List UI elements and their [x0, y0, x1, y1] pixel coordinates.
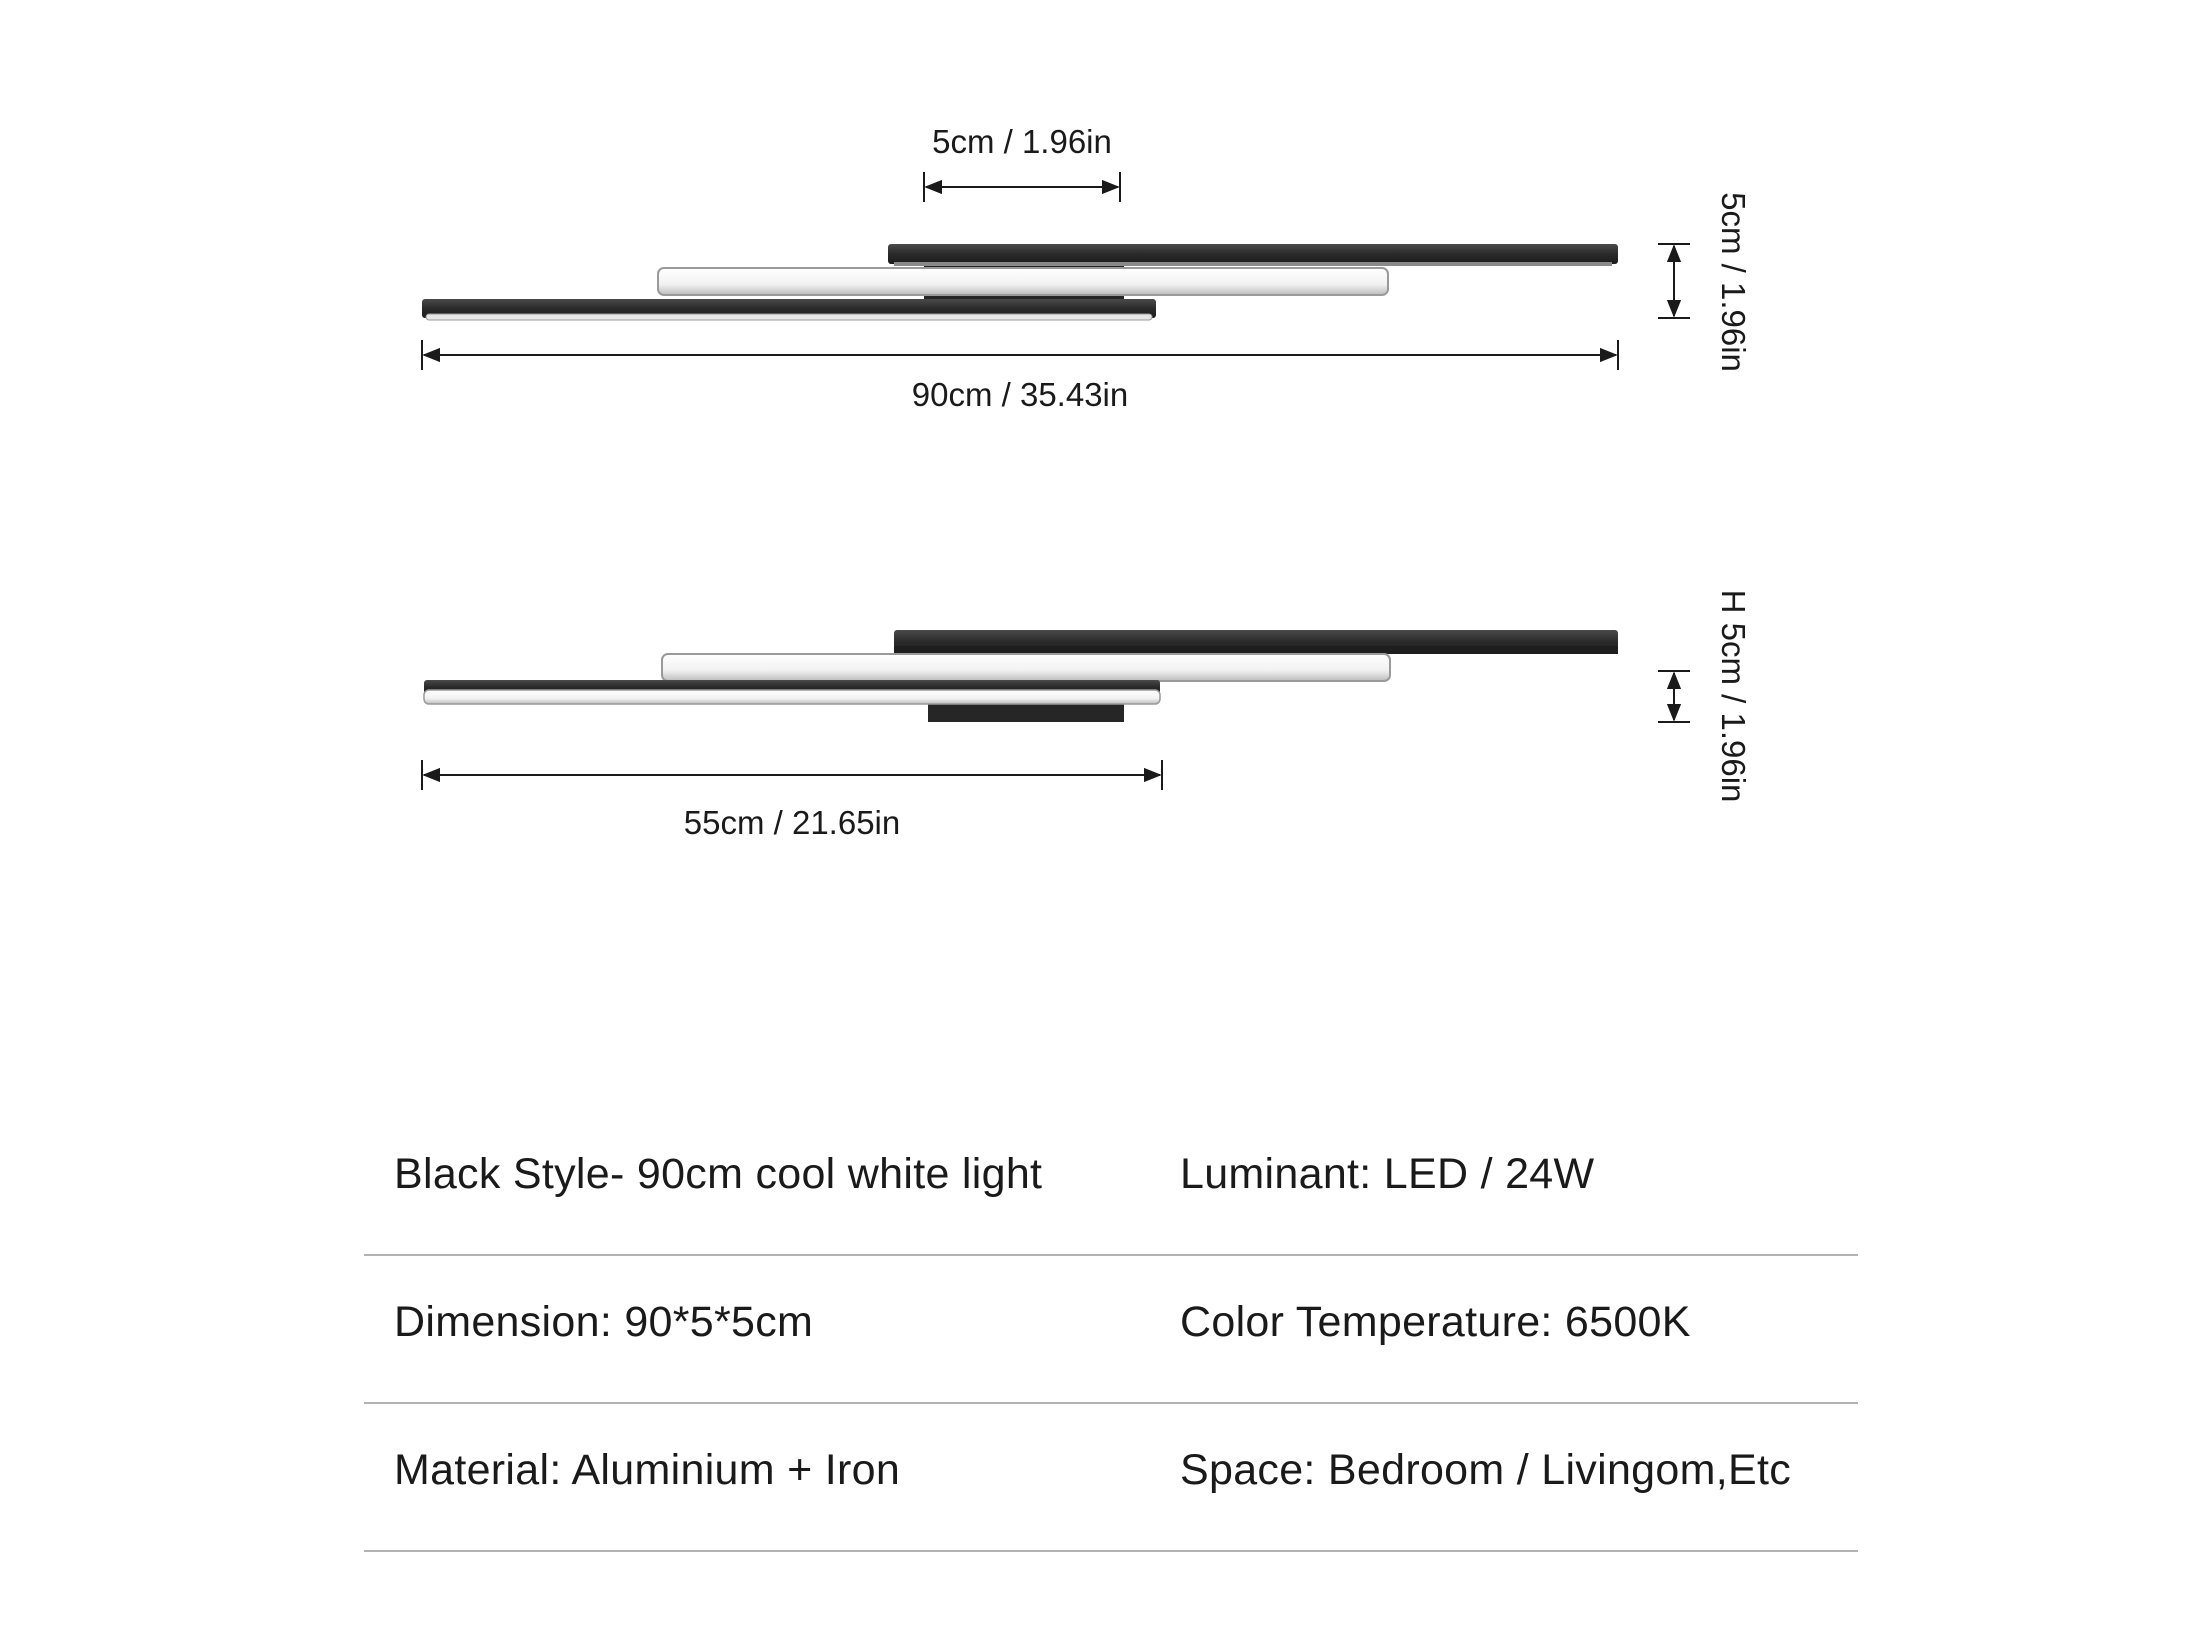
- bottom-bar-diffuser-edge: [426, 314, 1152, 320]
- top-black-bar: [888, 244, 1618, 264]
- side-height-label: H 5cm / 1.96in: [1715, 589, 1752, 803]
- side-middle-diffuser-bar: [662, 654, 1390, 681]
- spec-color-temperature: Color Temperature: 6500K: [1180, 1298, 1691, 1346]
- top-length-label: 90cm / 35.43in: [911, 376, 1129, 413]
- spec-row: [364, 1108, 1858, 1256]
- spec-material: Material: Aluminium + Iron: [394, 1446, 901, 1494]
- spec-dimension: Dimension: 90*5*5cm: [394, 1298, 814, 1346]
- side-length-dimension: [422, 760, 1162, 841]
- side-view-lamp: [424, 630, 1618, 722]
- side-height-dimension: [1658, 590, 1752, 803]
- spec-row: [364, 1404, 1858, 1552]
- spec-luminant: Luminant: LED / 24W: [1180, 1150, 1595, 1198]
- side-top-bar-base: [894, 646, 1618, 654]
- top-view-lamp: [422, 244, 1618, 320]
- spec-row: [364, 1256, 1858, 1404]
- side-length-label: 55cm / 21.65in: [683, 804, 901, 841]
- spec-style: Black Style- 90cm cool white light: [394, 1150, 1043, 1198]
- top-bar-underside: [894, 262, 1612, 266]
- side-bottom-diffuser: [424, 690, 1160, 704]
- top-height-dimension: [1658, 192, 1752, 372]
- middle-diffuser-bar: [658, 268, 1388, 295]
- top-height-label: 5cm / 1.96in: [1715, 192, 1752, 372]
- spec-table: [364, 1108, 1858, 1552]
- spec-space: Space: Bedroom / Livingom,Etc: [1180, 1446, 1791, 1494]
- top-length-dimension: [422, 340, 1618, 413]
- top-width-label: 5cm / 1.96in: [932, 123, 1112, 160]
- top-width-dimension: [924, 123, 1120, 202]
